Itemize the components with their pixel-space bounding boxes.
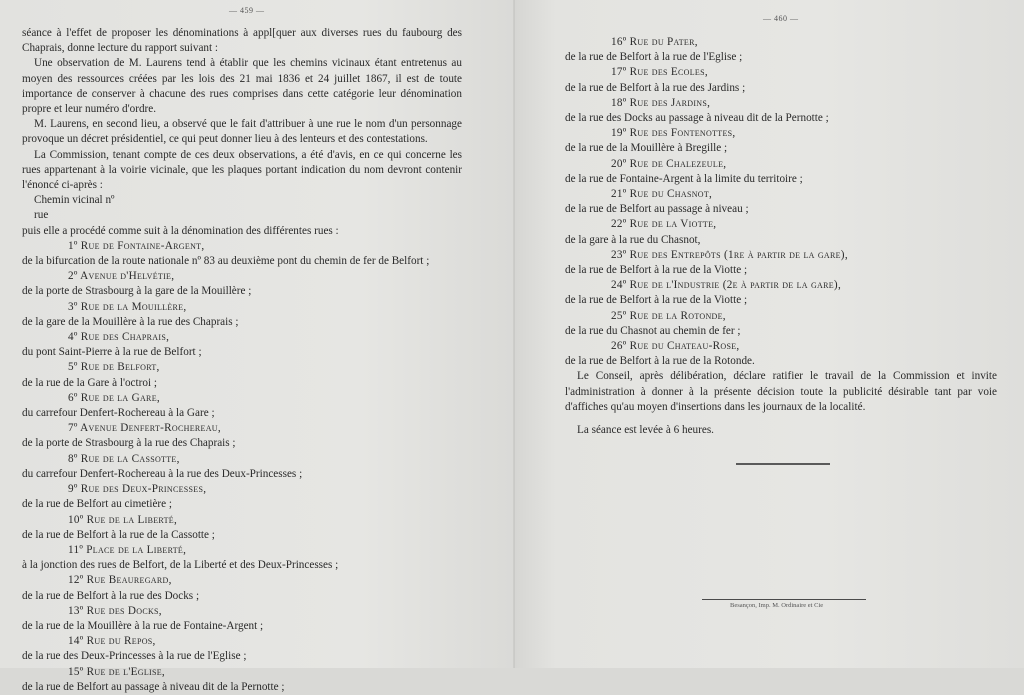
footer-rule [702, 599, 866, 600]
street-list-right [565, 35, 997, 369]
street-name: 2º Avenue d'Helvétie, [68, 270, 175, 283]
street-description: de la rue de Belfort à la rue de la Cassotte ; [22, 528, 215, 541]
street-description: de la porte de Strasbourg à la rue des Chaprais ; [22, 437, 236, 450]
street-description: de la rue des Deux-Princesses à la rue de l'Eglise ; [22, 650, 247, 663]
street-description: de la rue de Belfort à la rue de la Viotte ; [565, 264, 748, 277]
street-description: à la jonction des rues de Belfort, de la Liberté et des Deux-Princesses ; [22, 559, 339, 572]
street-list-left [22, 239, 462, 695]
paragraph-commission: La Commission, tenant compte de ces deux observations, a été d'avis, en ce qui concerne les rues appartenant à la voirie vicinale, que les plaques portant indication du nom devront contenir l'énoncé ci-après : [22, 148, 462, 192]
street-name: 1º Rue de Fontaine-Argent, [68, 239, 205, 252]
left-page-text [22, 26, 462, 695]
paragraph-conclusion: Le Conseil, après délibération, déclare ratifier le travail de la Commission et invite l'administration à donner à la présente décision toute la publicité désirable tant par voie d'affiches qu'au moyen d'insertions dans les journaux de la localité. [565, 370, 997, 413]
paragraph-intro: séance à l'effet de proposer les dénominations à appl[quer aux diverses rues du faubourg des Chaprais, donne lecture du rapport suivant : [22, 27, 462, 55]
section-divider [736, 463, 830, 465]
street-description: de la rue du Chasnot au chemin de fer ; [565, 324, 741, 337]
formula-line-2: rue [34, 209, 49, 222]
street-description: de la rue des Docks au passage à niveau dit de la Pernotte ; [565, 112, 829, 125]
street-description: de la rue de la Mouillère à la rue de Fontaine-Argent ; [22, 619, 264, 632]
printer-imprint: Besançon, Imp. M. Ordinaire et Cie [730, 602, 824, 609]
street-name: 5º Rue de Belfort, [68, 361, 160, 374]
street-name: 22º Rue de la Viotte, [611, 218, 717, 231]
page-number-right: — 460 — [763, 14, 799, 23]
street-description: du carrefour Denfert-Rochereau à la Gare ; [22, 407, 215, 420]
street-name: 26º Rue du Chateau-Rose, [611, 340, 740, 353]
street-name: 17º Rue des Ecoles, [611, 66, 708, 79]
street-name: 19º Rue des Fontenottes, [611, 127, 736, 140]
street-description: de la rue de Belfort à la rue de la Viotte ; [565, 294, 748, 307]
street-description: de la rue de Belfort à la rue des Jardins ; [565, 81, 746, 94]
street-name: 10º Rue de la Liberté, [68, 513, 178, 526]
page-number-left: — 459 — [229, 6, 265, 15]
street-name: 25º Rue de la Rotonde, [611, 309, 726, 322]
street-name: 9º Rue des Deux-Princesses, [68, 483, 207, 496]
street-description: de la bifurcation de la route nationale nº 83 au deuxième pont du chemin de fer de Belfort ; [22, 255, 430, 268]
street-description: de la rue de Belfort au passage à niveau dit de la Pernotte ; [22, 680, 285, 693]
street-description: de la rue de la Mouillère à Bregille ; [565, 142, 728, 155]
street-name: 14º Rue du Repos, [68, 635, 156, 648]
street-description: de la rue de la Gare à l'octroi ; [22, 376, 157, 389]
street-name: 18º Rue des Jardins, [611, 96, 711, 109]
street-description: de la rue de Belfort à la rue des Docks ; [22, 589, 200, 602]
street-name: 8º Rue de la Cassotte, [68, 452, 180, 465]
right-page-text [565, 35, 997, 438]
street-name: 6º Rue de la Gare, [68, 391, 160, 404]
street-description: de la rue de Belfort au cimetière ; [22, 498, 173, 511]
street-description: de la porte de Strasbourg à la gare de la Mouillère ; [22, 285, 252, 298]
street-description: de la rue de Belfort à la rue de l'Eglise ; [565, 51, 743, 64]
street-description: de la gare à la rue du Chasnot, [565, 233, 701, 246]
paragraph-observation-2: M. Laurens, en second lieu, a observé que le fait d'attribuer à une rue le nom d'un personnage provoque un décret présidentiel, ce qui peut donner lieu à des lenteurs et des contestations. [22, 118, 462, 146]
street-description: du carrefour Denfert-Rochereau à la rue des Deux-Princesses ; [22, 467, 303, 480]
list-intro: puis elle a procédé comme suit à la dénomination des différentes rues : [22, 224, 339, 237]
street-description: de la rue de Fontaine-Argent à la limite du territoire ; [565, 172, 803, 185]
street-description: de la gare de la Mouillère à la rue des Chaprais ; [22, 315, 239, 328]
formula-line-1: Chemin vicinal nº [34, 194, 115, 207]
street-name: 21º Rue du Chasnot, [611, 188, 713, 201]
street-name: 23º Rue des Entrepôts (1re à partir de la gare), [611, 248, 848, 261]
street-name: 24º Rue de l'Industrie (2e à partir de la gare), [611, 279, 842, 292]
street-name: 11º Place de la Liberté, [68, 543, 187, 556]
street-description: du pont Saint-Pierre à la rue de Belfort ; [22, 346, 202, 359]
street-description: de la rue de Belfort à la rue de la Rotonde. [565, 355, 755, 368]
street-name: 4º Rue des Chaprais, [68, 331, 170, 344]
street-name: 3º Rue de la Mouillère, [68, 300, 187, 313]
paragraph-closing: La séance est levée à 6 heures. [577, 424, 714, 437]
paragraph-observation-1: Une observation de M. Laurens tend à établir que les chemins vicinaux étant entretenus au moyen des ressources créées par les lois des 21 mai 1836 et 24 juillet 1867, il est de toute importance de conserver à chacune des rues comprises dans cette catégorie leur dénomination propre et leur numéro d'ordre. [22, 57, 462, 116]
street-name: 15º Rue de l'Eglise, [68, 665, 166, 678]
street-name: 12º Rue Beauregard, [68, 574, 172, 587]
street-name: 20º Rue de Chalezeule, [611, 157, 727, 170]
street-description: de la rue de Belfort au passage à niveau ; [565, 203, 749, 216]
street-name: 16º Rue du Pater, [611, 36, 698, 48]
street-name: 13º Rue des Docks, [68, 604, 162, 617]
street-name: 7º Avenue Denfert-Rochereau, [68, 422, 221, 435]
